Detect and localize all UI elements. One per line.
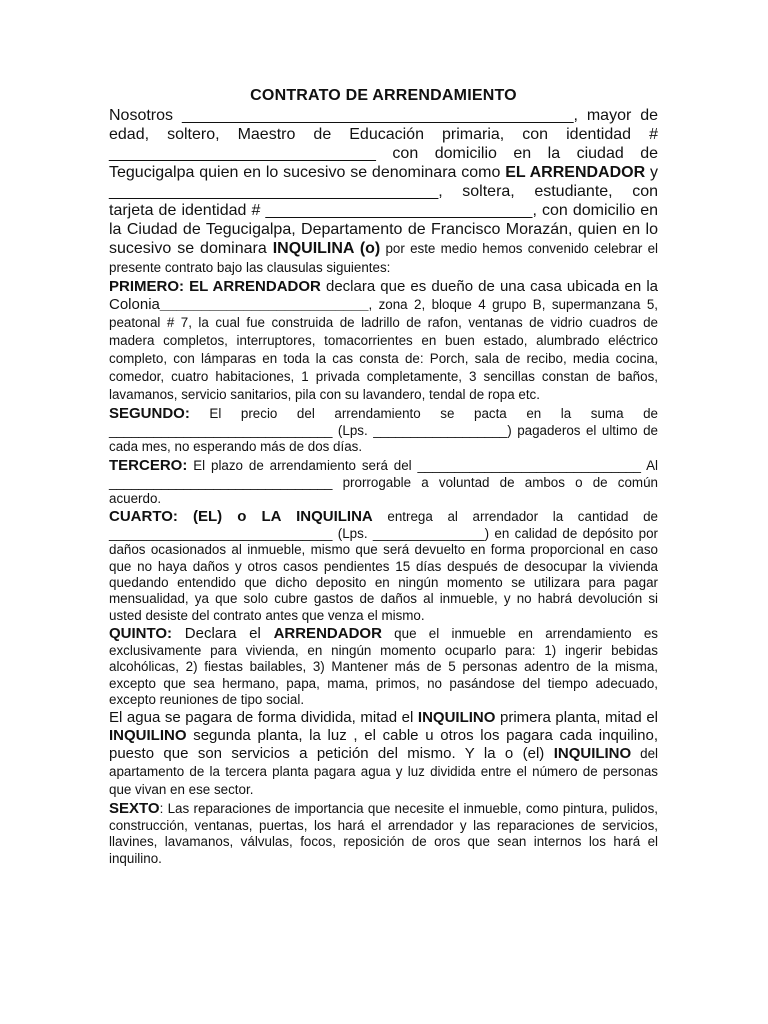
- clause-quinto-text-1: Declara el: [172, 624, 274, 642]
- inquilina-label: INQUILINA (o): [272, 240, 381, 257]
- clause-segundo-label: SEGUNDO:: [109, 405, 190, 422]
- clause-sexto: [109, 800, 658, 867]
- blank-inquilina-id: ______________________________: [265, 202, 533, 219]
- clause-tercero-text-3: prorrogable a voluntad de ambos o de común acuerdo.: [109, 474, 658, 506]
- blank-deposito-letras: ______________________________: [109, 526, 333, 542]
- intro-text-2: , mayor de edad, soltero, Maestro de Educación primaria, con identidad #: [109, 107, 658, 143]
- blank-arrendador-name: ____________________________________________: [181, 107, 574, 124]
- clause-primero: [109, 278, 658, 404]
- intro-paragraph: [109, 106, 658, 277]
- clause-agua-inquilino-3: INQUILINO: [553, 745, 632, 763]
- blank-plazo-fin: ______________________________: [109, 474, 333, 490]
- clause-segundo-text-3: ) pagaderos el ultimo de cada mes, no esperando más de dos días.: [109, 423, 658, 455]
- clause-agua-inquilino-1: INQUILINO: [417, 709, 496, 727]
- clause-primero-label: PRIMERO: EL ARRENDADOR: [109, 278, 321, 295]
- clause-quinto-label: QUINTO:: [109, 624, 173, 642]
- clause-agua-text-4: del apartamento de la tercera planta pagara agua y luz dividida entre el número de personas que vivan en ese sector.: [109, 746, 658, 798]
- blank-inquilina-name: _____________________________________: [109, 183, 439, 200]
- clause-cuarto-label: CUARTO: (EL) o LA INQUILINA: [109, 508, 373, 526]
- clause-tercero-text-2: Al: [640, 457, 658, 473]
- clause-agua-text-2: primera planta, mitad el: [495, 709, 658, 727]
- blank-precio-letras: ______________________________: [109, 423, 333, 438]
- intro-text-6: , con domicilio en la Ciudad de Tegucigalpa, Departamento de Francisco Morazán, quien en lo sucesivo se dominara: [109, 202, 658, 257]
- clause-quinto-text-2: que el inmueble en arrendamiento es exclusivamente para vivienda, en ningún momento ocuparlo para: 1) ingerir bebidas alcohólicas, 2) fiestas bailables, 3) Mantener más de 5 personas adentro de la misma, excepto que sea hermano, papa, mama, primos, no pasándose del tiempo adecuado, excepto reuniones de tipo social.: [109, 625, 658, 707]
- clause-cuarto-text-1: entrega al arrendador la cantidad de: [372, 509, 658, 525]
- clause-agua-text-3: segunda planta, la luz , el cable u otros los pagara cada inquilino, puesto que son servicios a petición del mismo. Y la o (el): [109, 727, 658, 763]
- document-title: CONTRATO DE ARRENDAMIENTO: [250, 87, 517, 104]
- clause-cuarto-text-3: ) en calidad de depósito por daños ocasionados al inmueble, mismo que será devuelto en forma proporcional en caso que no haya daños y otros casos pendientes 15 días después de desocupar la vivienda quedando entendido que dicho deposito en ningún momento se utilizara para pagar mensualidad, ya que solo cubre gastos de daños al inmueble, y no habrá devolución si usted desiste del contrato antes que venza el mismo.: [109, 526, 658, 623]
- clause-sexto-text-1: : Las reparaciones de importancia que necesite el inmueble, como pintura, pulidos, construcción, ventanas, puertas, los hará el arrendador y las reparaciones de servicios, llavines, lavamanos, válvulas, focos, reposición de oros que sean internos los hará el inquilino.: [109, 801, 658, 866]
- blank-arrendador-id: ______________________________: [109, 145, 376, 162]
- blank-colonia: _________________________: [159, 296, 369, 313]
- clause-quinto: [109, 625, 658, 708]
- clause-segundo: [109, 405, 658, 456]
- clause-tercero-label: TERCERO:: [109, 456, 188, 474]
- clause-agua-inquilino-2: INQUILINO: [109, 727, 187, 745]
- clause-primero-text-2: , zona 2, bloque 4 grupo B, supermanzana 5, peatonal # 7, la cual fue construida de ladrillo de rafon, ventanas de vidrio cuadros de madera completos, interruptores, tomacorrientes en buen estado, alumbrado eléctrico completo, con lámparas en toda la cas consta de: Porch, sala de recibo, media cocina, comedor, cuatro habitaciones, 1 privada completamente, 3 sencillas constan de baños, lavamanos, servicio sanitarios, pila con su lavandero, tendal de ropa etc.: [109, 297, 658, 402]
- clause-cuarto-text-2: (Lps.: [332, 526, 373, 542]
- intro-text-1: Nosotros: [109, 107, 174, 124]
- clause-quinto-arrendador: ARRENDADOR: [273, 624, 382, 642]
- blank-plazo-inicio: ______________________________: [417, 457, 641, 473]
- clause-tercero-text-1: El plazo de arrendamiento será del: [187, 457, 418, 473]
- blank-precio-lps: __________________: [373, 423, 508, 438]
- intro-text-4: y: [645, 164, 659, 181]
- clause-agua-text-1: El agua se pagara de forma dividida, mitad el: [109, 709, 418, 727]
- clause-tercero: [109, 457, 658, 508]
- blank-deposito-lps: _______________: [372, 526, 485, 542]
- intro-text-5: , soltera, estudiante, con tarjeta de identidad #: [109, 183, 658, 219]
- arrendador-label: EL ARRENDADOR: [505, 164, 646, 181]
- clause-agua: [109, 709, 658, 799]
- intro-text-7: por este medio hemos convenido celebrar el presente contrato bajo las clausulas siguientes:: [109, 241, 659, 275]
- clause-segundo-text-2: (Lps.: [332, 423, 374, 438]
- clause-segundo-text-1: El precio del arrendamiento se pacta en la suma de: [189, 406, 658, 421]
- clause-primero-text-1: declara que es dueño de una casa ubicada en la Colonia: [109, 278, 658, 313]
- clause-cuarto: [109, 508, 658, 624]
- intro-text-3: con domicilio en la ciudad de Tegucigalpa quien en lo sucesivo se denominara como: [109, 145, 658, 181]
- clause-sexto-label: SEXTO: [109, 800, 160, 818]
- contract-page: [109, 86, 658, 867]
